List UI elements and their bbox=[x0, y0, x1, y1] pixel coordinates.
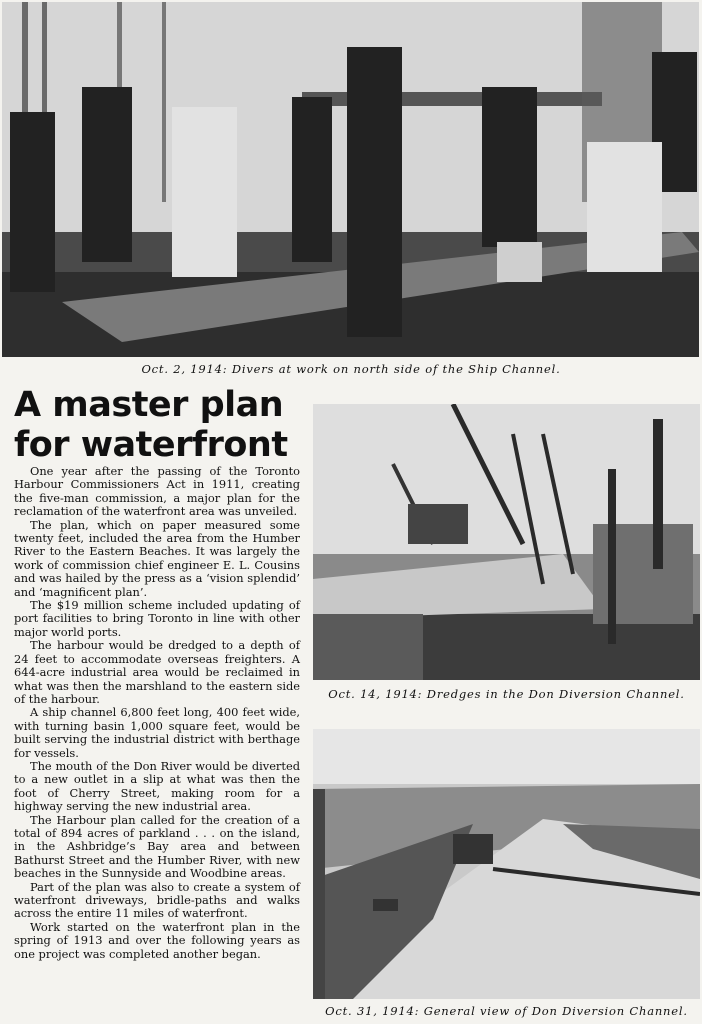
caption-top: Oct. 2, 1914: Divers at work on north side of the Ship Channel. bbox=[141, 362, 561, 376]
caption-bottom: Oct. 31, 1914: General view of Don Diversion Channel. bbox=[325, 1004, 688, 1018]
article-paragraph: The $19 million scheme included updating of port facilities to bring Toronto in line with other major world ports. bbox=[14, 598, 300, 639]
photo-dredges-don-channel bbox=[313, 404, 700, 680]
caption-middle: Oct. 14, 1914: Dredges in the Don Diversion Channel. bbox=[328, 687, 685, 701]
article-paragraph: The plan, which on paper measured some twenty feet, included the area from the Humber River to the Eastern Beaches. It was largely the work of commission chief engineer E. L. Cousins and was hailed by the press as a ‘vision splendid’ and ‘magnificent plan’. bbox=[14, 517, 300, 599]
article-body bbox=[14, 465, 300, 961]
photo-divers-ship-channel bbox=[2, 2, 699, 357]
article-paragraph: The harbour would be dredged to a depth of 24 feet to accommodate overseas freighters. A 644-acre industrial area would be reclaimed in what was then the marshland to the eastern side of the harbour. bbox=[14, 638, 300, 706]
article-paragraph: The Harbour plan called for the creation of a total of 894 acres of parkland . . . on the island, in the Ashbridge’s Bay area and between Bathurst Street and the Humber River, with new beaches in the Sunnyside and Woodbine areas. bbox=[14, 812, 300, 881]
article-paragraph: A ship channel 6,800 feet long, 400 feet wide, with turning basin 1,000 square feet, would be built serving the industrial district with berthage for vessels. bbox=[14, 705, 300, 760]
headline bbox=[14, 385, 304, 465]
article-paragraph: One year after the passing of the Toronto Harbour Commissioners Act in 1911, creating the five-man commission, a major plan for the reclamation of the waterfront area was unveiled. bbox=[14, 464, 300, 519]
article-paragraph: Part of the plan was also to create a system of waterfront driveways, bridle-paths and walks across the entire 11 miles of waterfront. bbox=[14, 879, 300, 921]
headline-line-2: for waterfront bbox=[14, 425, 288, 465]
article-paragraph: Work started on the waterfront plan in the spring of 1913 and over the following years as one project was completed another began. bbox=[14, 919, 300, 961]
photo-don-channel-general-view bbox=[313, 729, 700, 999]
article-paragraph: The mouth of the Don River would be diverted to a new outlet in a slip at what was then the foot of Cherry Street, making room for a highway serving the new industrial area. bbox=[14, 758, 300, 814]
headline-line-1: A master plan bbox=[14, 385, 284, 425]
